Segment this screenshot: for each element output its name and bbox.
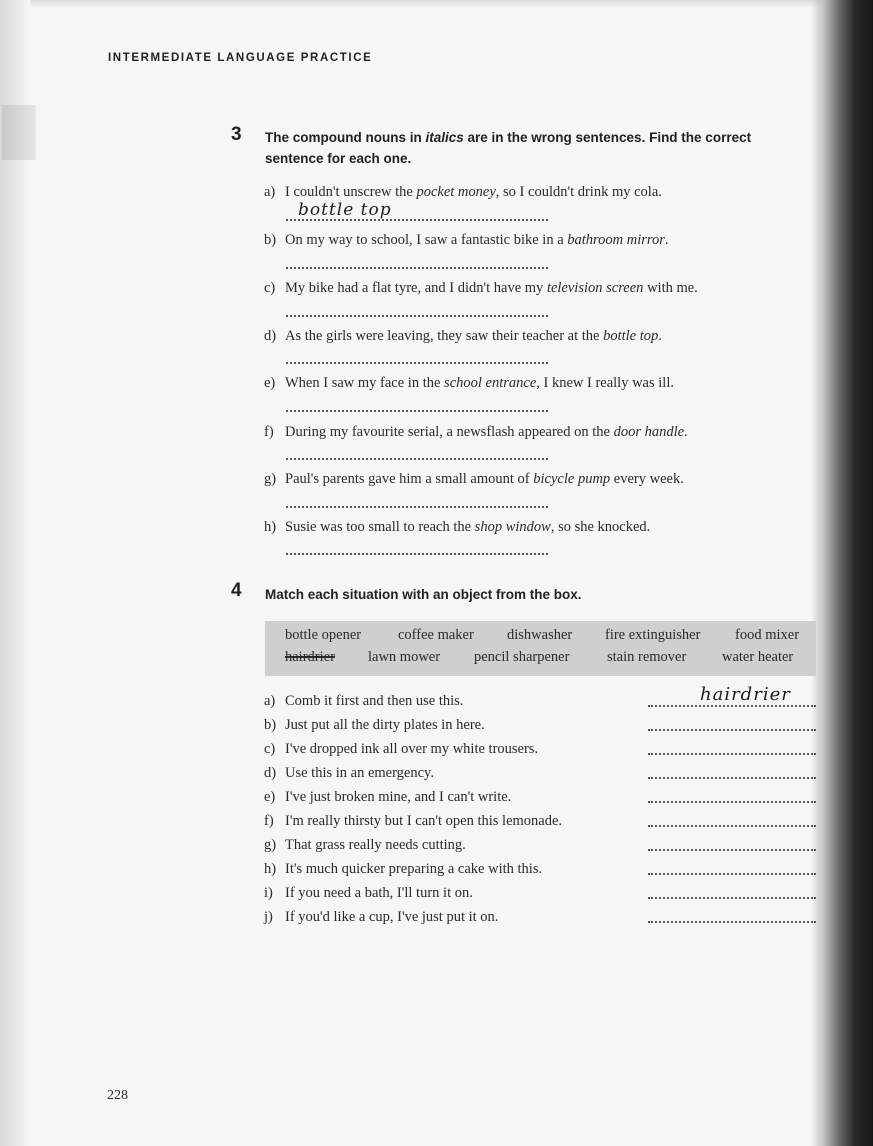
ex4-item-b [264,717,485,734]
running-head: INTERMEDIATE LANGUAGE PRACTICE [108,52,373,64]
ex3-answer-line-d[interactable] [286,362,548,364]
page-edge-mark [2,105,36,160]
item-compound-noun: shop window [474,519,551,535]
item-text: I've just broken mine, and I can't write. [285,789,512,805]
ex4-item-f [264,813,562,830]
item-letter: e) [264,375,276,391]
item-text: Just put all the dirty plates in here. [285,717,485,733]
item-compound-noun: pocket money [416,184,496,200]
item-compound-noun: television screen [546,280,644,296]
box-word: dishwasher [507,627,573,643]
item-text: On my way to school, I saw a fantastic bike in a [285,232,568,248]
ex3-answer-line-e[interactable] [286,410,548,412]
item-compound-noun: bicycle pump [533,471,611,487]
ex3-answer-line-h[interactable] [286,553,548,555]
ex4-answer-line-i[interactable] [648,897,816,899]
exercise-4-number: 4 [231,580,242,601]
item-text: with me. [643,280,698,296]
ex4-answer-line-b[interactable] [648,729,816,731]
item-letter: a) [264,693,276,709]
ex4-item-h [264,861,542,878]
instruction-italic: italics [425,130,464,145]
item-letter: a) [264,184,276,200]
ex3-answer-line-c[interactable] [286,315,548,317]
ex4-answer-line-a[interactable] [648,705,816,707]
item-letter: i) [264,885,273,901]
ex4-item-c [264,741,538,758]
item-text: , I knew I really was ill. [536,375,674,391]
book-spine-shadow [811,0,873,1146]
ex4-item-e [264,789,511,806]
ex4-answer-line-f[interactable] [648,825,816,827]
ex3-answer-line-a[interactable] [286,219,548,221]
item-text: . [658,328,662,344]
item-text: It's much quicker preparing a cake with this. [285,861,543,877]
ex4-answer-line-c[interactable] [648,753,816,755]
item-text: , so she knocked. [550,519,651,535]
ex4-answer-line-e[interactable] [648,801,816,803]
ex3-item-f [264,424,688,441]
item-letter: f) [264,424,274,440]
box-word: pencil sharpener [474,649,570,665]
ex4-item-d [264,765,434,782]
ex3-item-d [264,328,662,345]
item-text: During my favourite serial, a newsflash appeared on the [285,424,614,440]
item-text: As the girls were leaving, they saw their teacher at the [285,328,604,344]
exercise-3-number: 3 [231,124,242,145]
item-letter: b) [264,232,277,248]
instruction-text: sentence for each one. [265,151,412,166]
item-text: I couldn't unscrew the [285,184,417,200]
exercise-4-instruction: Match each situation with an object from the box. [265,587,582,602]
exercise-3-instruction [265,127,795,169]
box-word: stain remover [607,649,687,665]
ex4-answer-line-j[interactable] [648,921,816,923]
item-letter: h) [264,519,277,535]
page-top-shadow [0,0,873,8]
instruction-text: are in the wrong sentences. Find the correct [463,130,752,145]
item-letter: h) [264,861,277,877]
box-word: water heater [722,649,794,665]
box-word: fire extinguisher [605,627,701,643]
item-text: every week. [610,471,684,487]
ex3-item-b [264,232,669,249]
ex4-item-a [264,693,463,710]
ex4-answer-line-d[interactable] [648,777,816,779]
item-text: If you'd like a cup, I've just put it on. [285,909,499,925]
box-word-crossed: hairdrier [285,649,335,665]
ex3-item-h [264,519,650,536]
ex3-item-c [264,280,698,297]
item-letter: g) [264,471,277,487]
item-compound-noun: door handle [613,424,685,440]
ex3-answer-line-g[interactable] [286,506,548,508]
item-text: Comb it first and then use this. [285,693,464,709]
item-text: Susie was too small to reach the [285,519,475,535]
item-letter: c) [264,741,276,757]
item-compound-noun: bottle top [603,328,659,344]
item-compound-noun: school entrance [444,375,537,391]
item-letter: f) [264,813,274,829]
ex4-answer-line-g[interactable] [648,849,816,851]
page-number: 228 [107,1088,128,1103]
ex3-answer-line-b[interactable] [286,267,548,269]
item-text: . [684,424,688,440]
ex3-answer-line-f[interactable] [286,458,548,460]
ex4-answer-a[interactable]: hairdrier [700,684,791,705]
item-text: Paul's parents gave him a small amount of [285,471,534,487]
item-letter: d) [264,328,277,344]
box-word: lawn mower [368,649,441,665]
item-letter: d) [264,765,277,781]
ex3-item-a [264,184,662,201]
ex4-answer-line-h[interactable] [648,873,816,875]
item-letter: c) [264,280,276,296]
item-text: I've dropped ink all over my white trousers. [285,741,539,757]
item-text: When I saw my face in the [285,375,445,391]
item-letter: e) [264,789,276,805]
item-text: . [664,232,669,248]
item-letter: j) [264,909,273,925]
ex3-item-g [264,471,684,488]
item-letter: b) [264,717,277,733]
item-letter: g) [264,837,277,853]
item-compound-noun: bathroom mirror [567,232,665,248]
box-word: food mixer [735,627,800,643]
item-text: My bike had a flat tyre, and I didn't have my [285,280,547,296]
ex3-item-e [264,375,674,392]
ex3-answer-a[interactable]: bottle top [298,200,392,220]
page-left-shadow [0,0,30,1146]
ex4-item-j [264,909,498,926]
instruction-text: The compound nouns in [265,130,426,145]
item-text: Use this in an emergency. [285,765,434,781]
box-word: bottle opener [285,627,362,643]
ex4-item-g [264,837,466,854]
item-text: , so I couldn't drink my cola. [495,184,662,200]
box-word: coffee maker [398,627,474,643]
ex4-item-i [264,885,473,902]
item-text: That grass really needs cutting. [285,837,466,853]
item-text: If you need a bath, I'll turn it on. [285,885,473,901]
item-text: I'm really thirsty but I can't open this lemonade. [285,813,563,829]
